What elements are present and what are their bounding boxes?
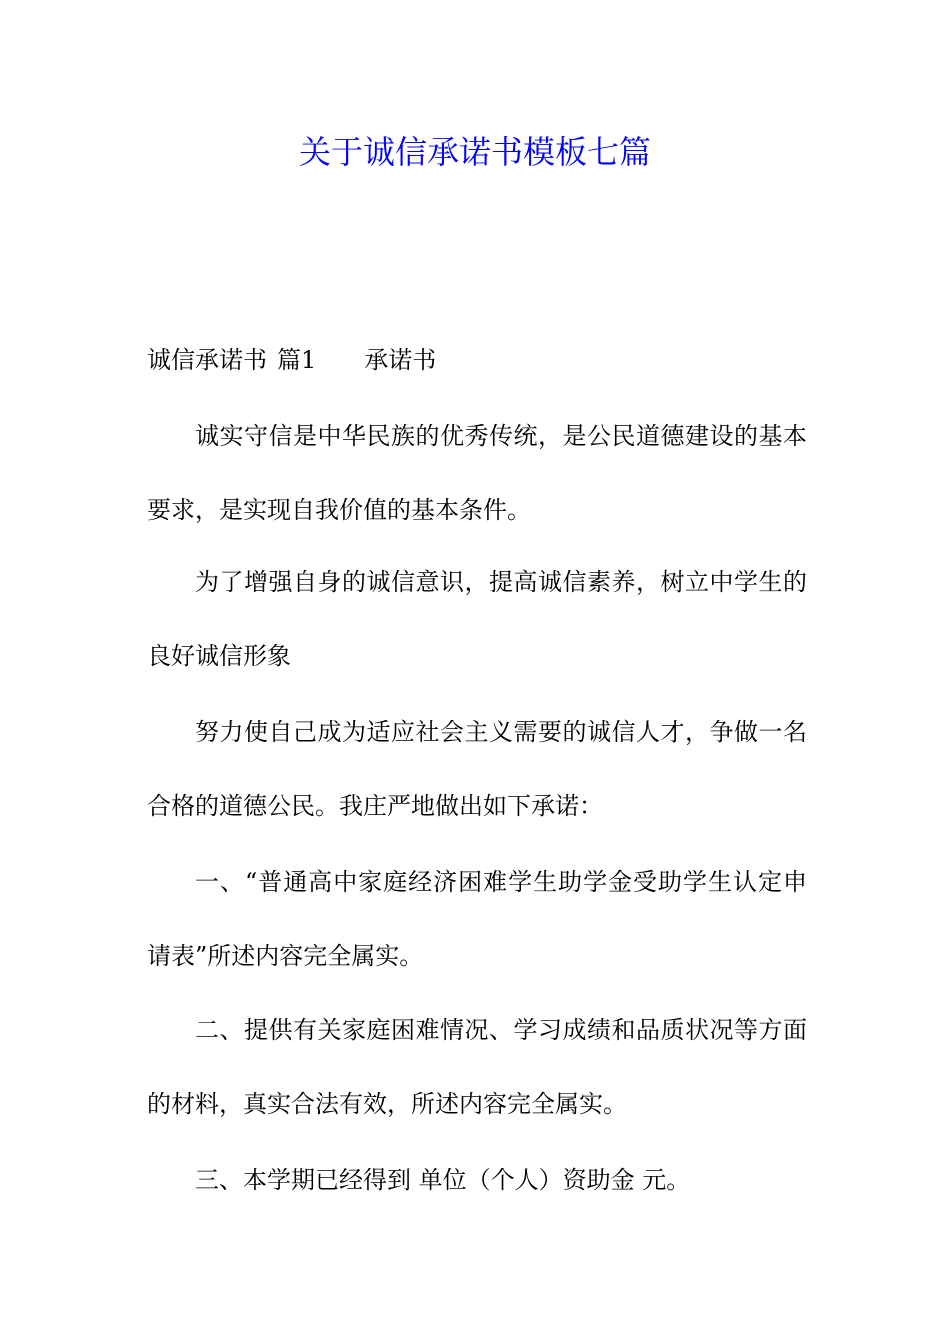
section-label: 诚信承诺书: [147, 346, 267, 374]
paragraph-2: 为了增强自身的诚信意识，提高诚信素养，树立中学生的良好诚信形象: [147, 568, 807, 670]
paragraph-5: 二、提供有关家庭困难情况、学习成绩和品质状况等方面的材料，真实合法有效，所述内容完全属实。: [147, 1016, 807, 1118]
section-subtitle: 承诺书: [364, 346, 437, 374]
paragraph-3: 努力使自己成为适应社会主义需要的诚信人才，争做一名合格的道德公民。我庄严地做出如下承诺：: [147, 718, 807, 820]
section-heading: [147, 340, 436, 380]
document-title: 关于诚信承诺书模板七篇: [298, 133, 651, 171]
paragraph-1: 诚实守信是中华民族的优秀传统，是公民道德建设的基本要求，是实现自我价值的基本条件。: [147, 422, 807, 524]
paragraph-4: 一、“普通高中家庭经济困难学生助学金受助学生认定申请表”所述内容完全属实。: [147, 868, 807, 970]
section-part: 篇1: [277, 346, 317, 374]
paragraph-6: 三、本学期已经得到 单位（个人）资助金 元。: [195, 1166, 691, 1194]
